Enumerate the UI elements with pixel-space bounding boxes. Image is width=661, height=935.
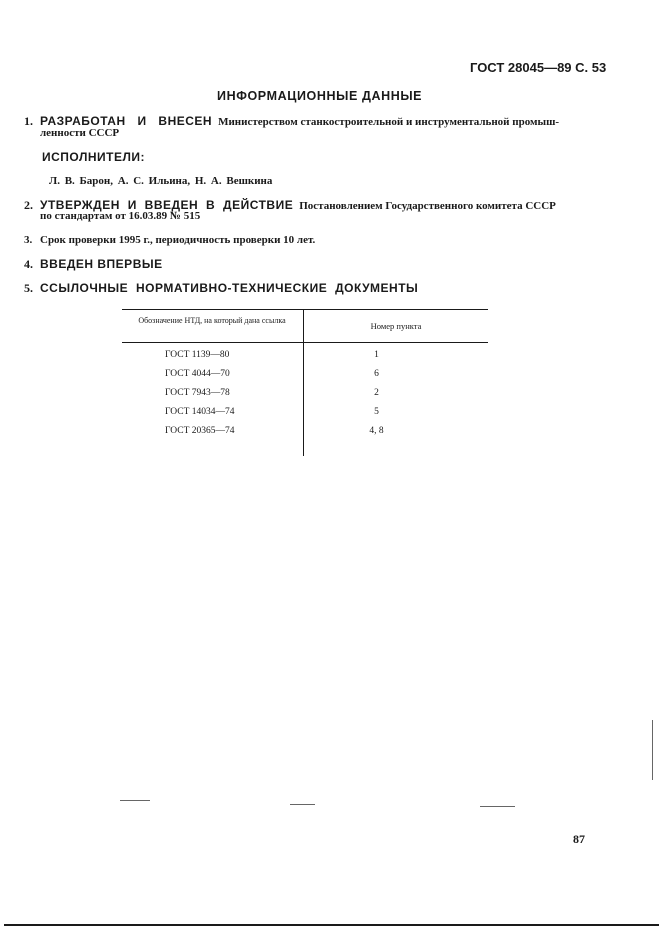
item-number: 5. bbox=[24, 281, 33, 295]
item-review-period bbox=[24, 234, 315, 246]
table-top-rule bbox=[122, 309, 488, 310]
table-header-designation: Обозначение НТД, на который дана ссылка bbox=[138, 316, 286, 325]
table-header-clause: Номер пункта bbox=[370, 321, 422, 331]
table-cell-designation: ГОСТ 7943—78 bbox=[165, 388, 230, 398]
table-header-rule bbox=[122, 342, 488, 343]
item-introduced bbox=[24, 257, 163, 272]
item-text: Срок проверки 1995 г., периодичность проверки 10 лет. bbox=[40, 234, 316, 246]
page-number: 87 bbox=[573, 832, 585, 846]
item-number: 2. bbox=[24, 198, 33, 212]
scan-speck bbox=[480, 806, 515, 807]
item-continuation: по стандартам от 16.03.89 № 515 bbox=[40, 210, 201, 222]
table-cell-designation: ГОСТ 1139—80 bbox=[165, 350, 230, 360]
table-cell-designation: ГОСТ 4044—70 bbox=[165, 369, 230, 379]
item-number: 3. bbox=[24, 234, 33, 246]
executors-label: ИСПОЛНИТЕЛИ: bbox=[42, 150, 146, 164]
item-caps-label: ВВЕДЕН ВПЕРВЫЕ bbox=[40, 257, 163, 271]
standard-header: ГОСТ 28045—89 С. 53 bbox=[470, 60, 607, 75]
table-cell-clause: 4, 8 bbox=[369, 426, 384, 436]
item-caps-label: РАЗРАБОТАН И ВНЕСЕН bbox=[40, 114, 213, 128]
page-title: ИНФОРМАЦИОННЫЕ ДАННЫЕ bbox=[217, 89, 423, 103]
item-text: Министерством станкостроительной и инструментальной промыш- bbox=[218, 116, 560, 128]
scan-speck bbox=[290, 804, 315, 805]
table-cell-clause: 6 bbox=[374, 369, 379, 379]
item-caps-label: УТВЕРЖДЕН И ВВЕДЕН В ДЕЙСТВИЕ bbox=[40, 198, 294, 212]
table-cell-clause: 2 bbox=[374, 388, 379, 398]
table-cell-clause: 5 bbox=[374, 407, 379, 417]
scan-speck bbox=[120, 800, 150, 801]
item-references bbox=[24, 281, 418, 296]
executors-names: Л. В. Барон, А. С. Ильина, Н. А. Вешкина bbox=[49, 175, 273, 187]
table-cell-designation: ГОСТ 14034—74 bbox=[165, 407, 235, 417]
table-cell-clause: 1 bbox=[374, 350, 379, 360]
scan-speck bbox=[652, 720, 653, 780]
item-caps-label: ССЫЛОЧНЫЕ НОРМАТИВНО-ТЕХНИЧЕСКИЕ ДОКУМЕНТЫ bbox=[40, 281, 419, 295]
table-cell-designation: ГОСТ 20365—74 bbox=[165, 426, 235, 436]
item-number: 4. bbox=[24, 257, 33, 271]
item-number: 1. bbox=[24, 114, 33, 128]
bottom-rule bbox=[4, 924, 659, 926]
item-text: Постановлением Государственного комитета СССР bbox=[299, 200, 556, 212]
item-continuation: ленности СССР bbox=[40, 127, 120, 139]
